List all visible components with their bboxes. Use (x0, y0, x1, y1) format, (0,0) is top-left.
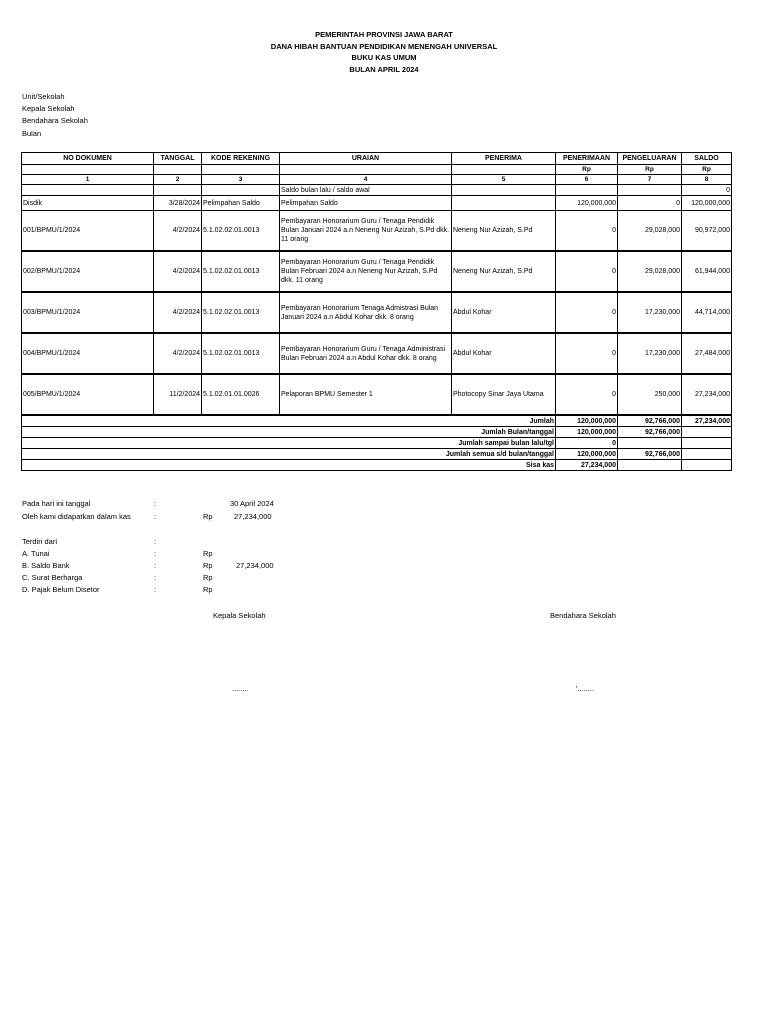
cell-kode-rekening: 5.1.02.02.01.0013 (202, 211, 280, 252)
summary-penerimaan: 120,000,000 (556, 449, 618, 460)
col-header-penerimaan: PENERIMAAN (556, 153, 618, 165)
cell-saldo: 90,972,000 (682, 211, 732, 252)
cell-tanggal: 4/2/2024 (154, 211, 202, 252)
cash-statement (22, 499, 322, 599)
summary-saldo (682, 449, 732, 460)
table-header-row (22, 153, 732, 165)
cash-book-table (21, 152, 732, 471)
colon: : (154, 549, 157, 558)
currency-pengeluaran: Rp (618, 165, 682, 175)
summary-row-lalu (22, 438, 732, 449)
colon: : (154, 512, 157, 521)
col-number: 8 (682, 175, 732, 185)
saldo-awal-value: 0 (682, 185, 732, 196)
meta-bendahara: Bendahara Sekolah (22, 116, 88, 126)
cell-kode-rekening: 5.1.02.02.01.0013 (202, 333, 280, 374)
summary-row-jumlah (22, 415, 732, 427)
cell-saldo: 120,000,000 (682, 196, 732, 211)
saldo-awal-row (22, 185, 732, 196)
col-number: 5 (452, 175, 556, 185)
cell-no-dokumen: 004/BPMU/1/2024 (22, 333, 154, 374)
item-pajak-label: D. Pajak Belum Disetor (22, 585, 100, 594)
cell-pengeluaran: 0 (618, 196, 682, 211)
table-row (22, 333, 732, 374)
cell-saldo: 27,484,000 (682, 333, 732, 374)
column-number-row (22, 175, 732, 185)
summary-penerimaan: 120,000,000 (556, 415, 618, 427)
cell-penerima: Neneng Nur Azizah, S.Pd (452, 251, 556, 292)
cell-penerimaan: 0 (556, 333, 618, 374)
cell-penerimaan: 0 (556, 374, 618, 415)
cell-kode-rekening: 5.1.02.02.01.0013 (202, 251, 280, 292)
oleh-label: Oleh kami didapatkan dalam kas (22, 512, 131, 521)
colon: : (154, 585, 157, 594)
cell-penerimaan: 0 (556, 251, 618, 292)
cell-penerima: Photocopy Sinar Jaya Utama (452, 374, 556, 415)
cell-tanggal: 4/2/2024 (154, 333, 202, 374)
cell-tanggal: 4/2/2024 (154, 292, 202, 333)
cell-no-dokumen: 002/BPMU/1/2024 (22, 251, 154, 292)
summary-pengeluaran (618, 460, 682, 471)
saldo-awal-label: Saldo bulan lalu / saldo awal (280, 185, 452, 196)
colon: : (154, 573, 157, 582)
cell-uraian: Pelaporan BPMU Semester 1 (280, 374, 452, 415)
cell-uraian: Pembayaran Honorarium Guru / Tenaga Administrasi Bulan Februari 2024 a.n Abdul Kohar dkk. 8 orang (280, 333, 452, 374)
cell-uraian: Pembayaran Honorarium Guru / Tenaga Pendidik Bulan Januari 2024 a.n Neneng Nur Azizah, S.Pd dkk. 11 orang (280, 211, 452, 252)
hari-value: 30 April 2024 (230, 499, 274, 508)
cell-no-dokumen: 005/BPMU/1/2024 (22, 374, 154, 415)
cell-no-dokumen: 001/BPMU/1/2024 (22, 211, 154, 252)
kepala-sekolah-title: Kepala Sekolah (213, 611, 266, 620)
oleh-rp: Rp (203, 512, 213, 521)
col-header-kode-rekening: KODE REKENING (202, 153, 280, 165)
col-number: 6 (556, 175, 618, 185)
cell-uraian: Pembayaran Honorarium Tenaga Admistrasi Bulan Januari 2024 a.n Abdul Kohar dkk. 8 orang (280, 292, 452, 333)
col-header-pengeluaran: PENGELUARAN (618, 153, 682, 165)
meta-unit: Unit/Sekolah (22, 92, 65, 101)
cell-saldo: 61,944,000 (682, 251, 732, 292)
summary-penerimaan: 0 (556, 438, 618, 449)
item-tunai-rp: Rp (203, 549, 213, 558)
col-header-uraian: URAIAN (280, 153, 452, 165)
cell-no-dokumen: Disdik (22, 196, 154, 211)
currency-saldo: Rp (682, 165, 732, 175)
col-number: 4 (280, 175, 452, 185)
table-row (22, 211, 732, 252)
header-line-1: PEMERINTAH PROVINSI JAWA BARAT (315, 30, 453, 39)
summary-label: Jumlah (22, 415, 556, 427)
summary-label: Jumlah sampai bulan lalu/tgl (22, 438, 556, 449)
summary-row-semua (22, 449, 732, 460)
item-saldo-bank-value: 27,234,000 (236, 561, 274, 570)
item-pajak-rp: Rp (203, 585, 213, 594)
document-header (0, 29, 768, 75)
hari-label: Pada hari ini tanggal (22, 499, 91, 508)
cell-pengeluaran: 29,028,000 (618, 211, 682, 252)
cell-tanggal: 3/28/2024 (154, 196, 202, 211)
terdiri-label: Terdiri dari (22, 537, 58, 546)
header-line-4: BULAN APRIL 2024 (349, 64, 419, 74)
summary-row-bulan (22, 427, 732, 438)
cell-penerimaan: 120,000,000 (556, 196, 618, 211)
cell-penerimaan: 0 (556, 292, 618, 333)
item-tunai-label: A. Tunai (22, 549, 50, 558)
item-surat-berharga-label: C. Surat Berharga (22, 573, 83, 582)
col-number: 3 (202, 175, 280, 185)
currency-penerimaan: Rp (556, 165, 618, 175)
cell-pengeluaran: 250,000 (618, 374, 682, 415)
cell-saldo: 44,714,000 (682, 292, 732, 333)
col-header-no-dokumen: NO DOKUMEN (22, 153, 154, 165)
cell-penerima: Abdul Kohar (452, 292, 556, 333)
summary-row-sisa-kas (22, 460, 732, 471)
cell-tanggal: 11/2/2024 (154, 374, 202, 415)
school-meta (22, 91, 88, 140)
col-header-tanggal: TANGGAL (154, 153, 202, 165)
table-row (22, 196, 732, 211)
summary-saldo: 27,234,000 (682, 415, 732, 427)
cell-uraian: Pelimpahan Saldo (280, 196, 452, 211)
summary-saldo (682, 438, 732, 449)
summary-label: Jumlah Bulan/tanggal (22, 427, 556, 438)
header-line-3: BUKU KAS UMUM (351, 53, 417, 62)
header-line-2: DANA HIBAH BANTUAN PENDIDIKAN MENENGAH UNIVERSAL (270, 41, 498, 51)
cell-pengeluaran: 17,230,000 (618, 333, 682, 374)
oleh-value: 27,234,000 (234, 512, 272, 521)
summary-label: Jumlah semua s/d bulan/tanggal (22, 449, 556, 460)
summary-pengeluaran: 92,766,000 (618, 427, 682, 438)
col-header-penerima: PENERIMA (452, 153, 556, 165)
summary-pengeluaran (618, 438, 682, 449)
meta-kepala: Kepala Sekolah (22, 104, 75, 114)
bendahara-sekolah-name: '........ (576, 684, 595, 693)
table-row (22, 374, 732, 415)
item-saldo-bank-rp: Rp (203, 561, 213, 570)
summary-saldo (682, 460, 732, 471)
meta-bulan: Bulan (22, 128, 42, 138)
colon: : (154, 499, 157, 508)
cell-pengeluaran: 29,028,000 (618, 251, 682, 292)
summary-saldo (682, 427, 732, 438)
cell-kode-rekening: 5.1.02.02.01.0013 (202, 292, 280, 333)
summary-pengeluaran: 92,766,000 (618, 415, 682, 427)
col-header-saldo: SALDO (682, 153, 732, 165)
item-surat-berharga-rp: Rp (203, 573, 213, 582)
currency-row (22, 165, 732, 175)
cell-saldo: 27,234,000 (682, 374, 732, 415)
col-number: 7 (618, 175, 682, 185)
summary-pengeluaran: 92,766,000 (618, 449, 682, 460)
cell-no-dokumen: 003/BPMU/1/2024 (22, 292, 154, 333)
summary-penerimaan: 120,000,000 (556, 427, 618, 438)
cell-kode-rekening: 5.1.02.01.01.0026 (202, 374, 280, 415)
cell-kode-rekening: Pelimpahan Saldo (202, 196, 280, 211)
cell-pengeluaran: 17,230,000 (618, 292, 682, 333)
table-row (22, 251, 732, 292)
cell-penerima (452, 196, 556, 211)
cell-penerima: Abdul Kohar (452, 333, 556, 374)
cell-uraian: Pembayaran Honorarium Guru / Tenaga Pendidik Bulan Februari 2024 a.n Neneng Nur Azizah, S.Pd dkk. 11 orang (280, 251, 452, 292)
colon: : (154, 561, 157, 570)
col-number: 1 (22, 175, 154, 185)
cell-penerima: Neneng Nur Azizah, S.Pd (452, 211, 556, 252)
cell-penerimaan: 0 (556, 211, 618, 252)
bendahara-sekolah-title: Bendahara Sekolah (550, 611, 616, 620)
item-saldo-bank-label: B. Saldo Bank (22, 561, 70, 570)
colon: : (154, 537, 157, 546)
table-row (22, 292, 732, 333)
summary-penerimaan: 27,234,000 (556, 460, 618, 471)
col-number: 2 (154, 175, 202, 185)
kepala-sekolah-name: ........ (232, 684, 249, 693)
cell-tanggal: 4/2/2024 (154, 251, 202, 292)
summary-label: Sisa kas (22, 460, 556, 471)
